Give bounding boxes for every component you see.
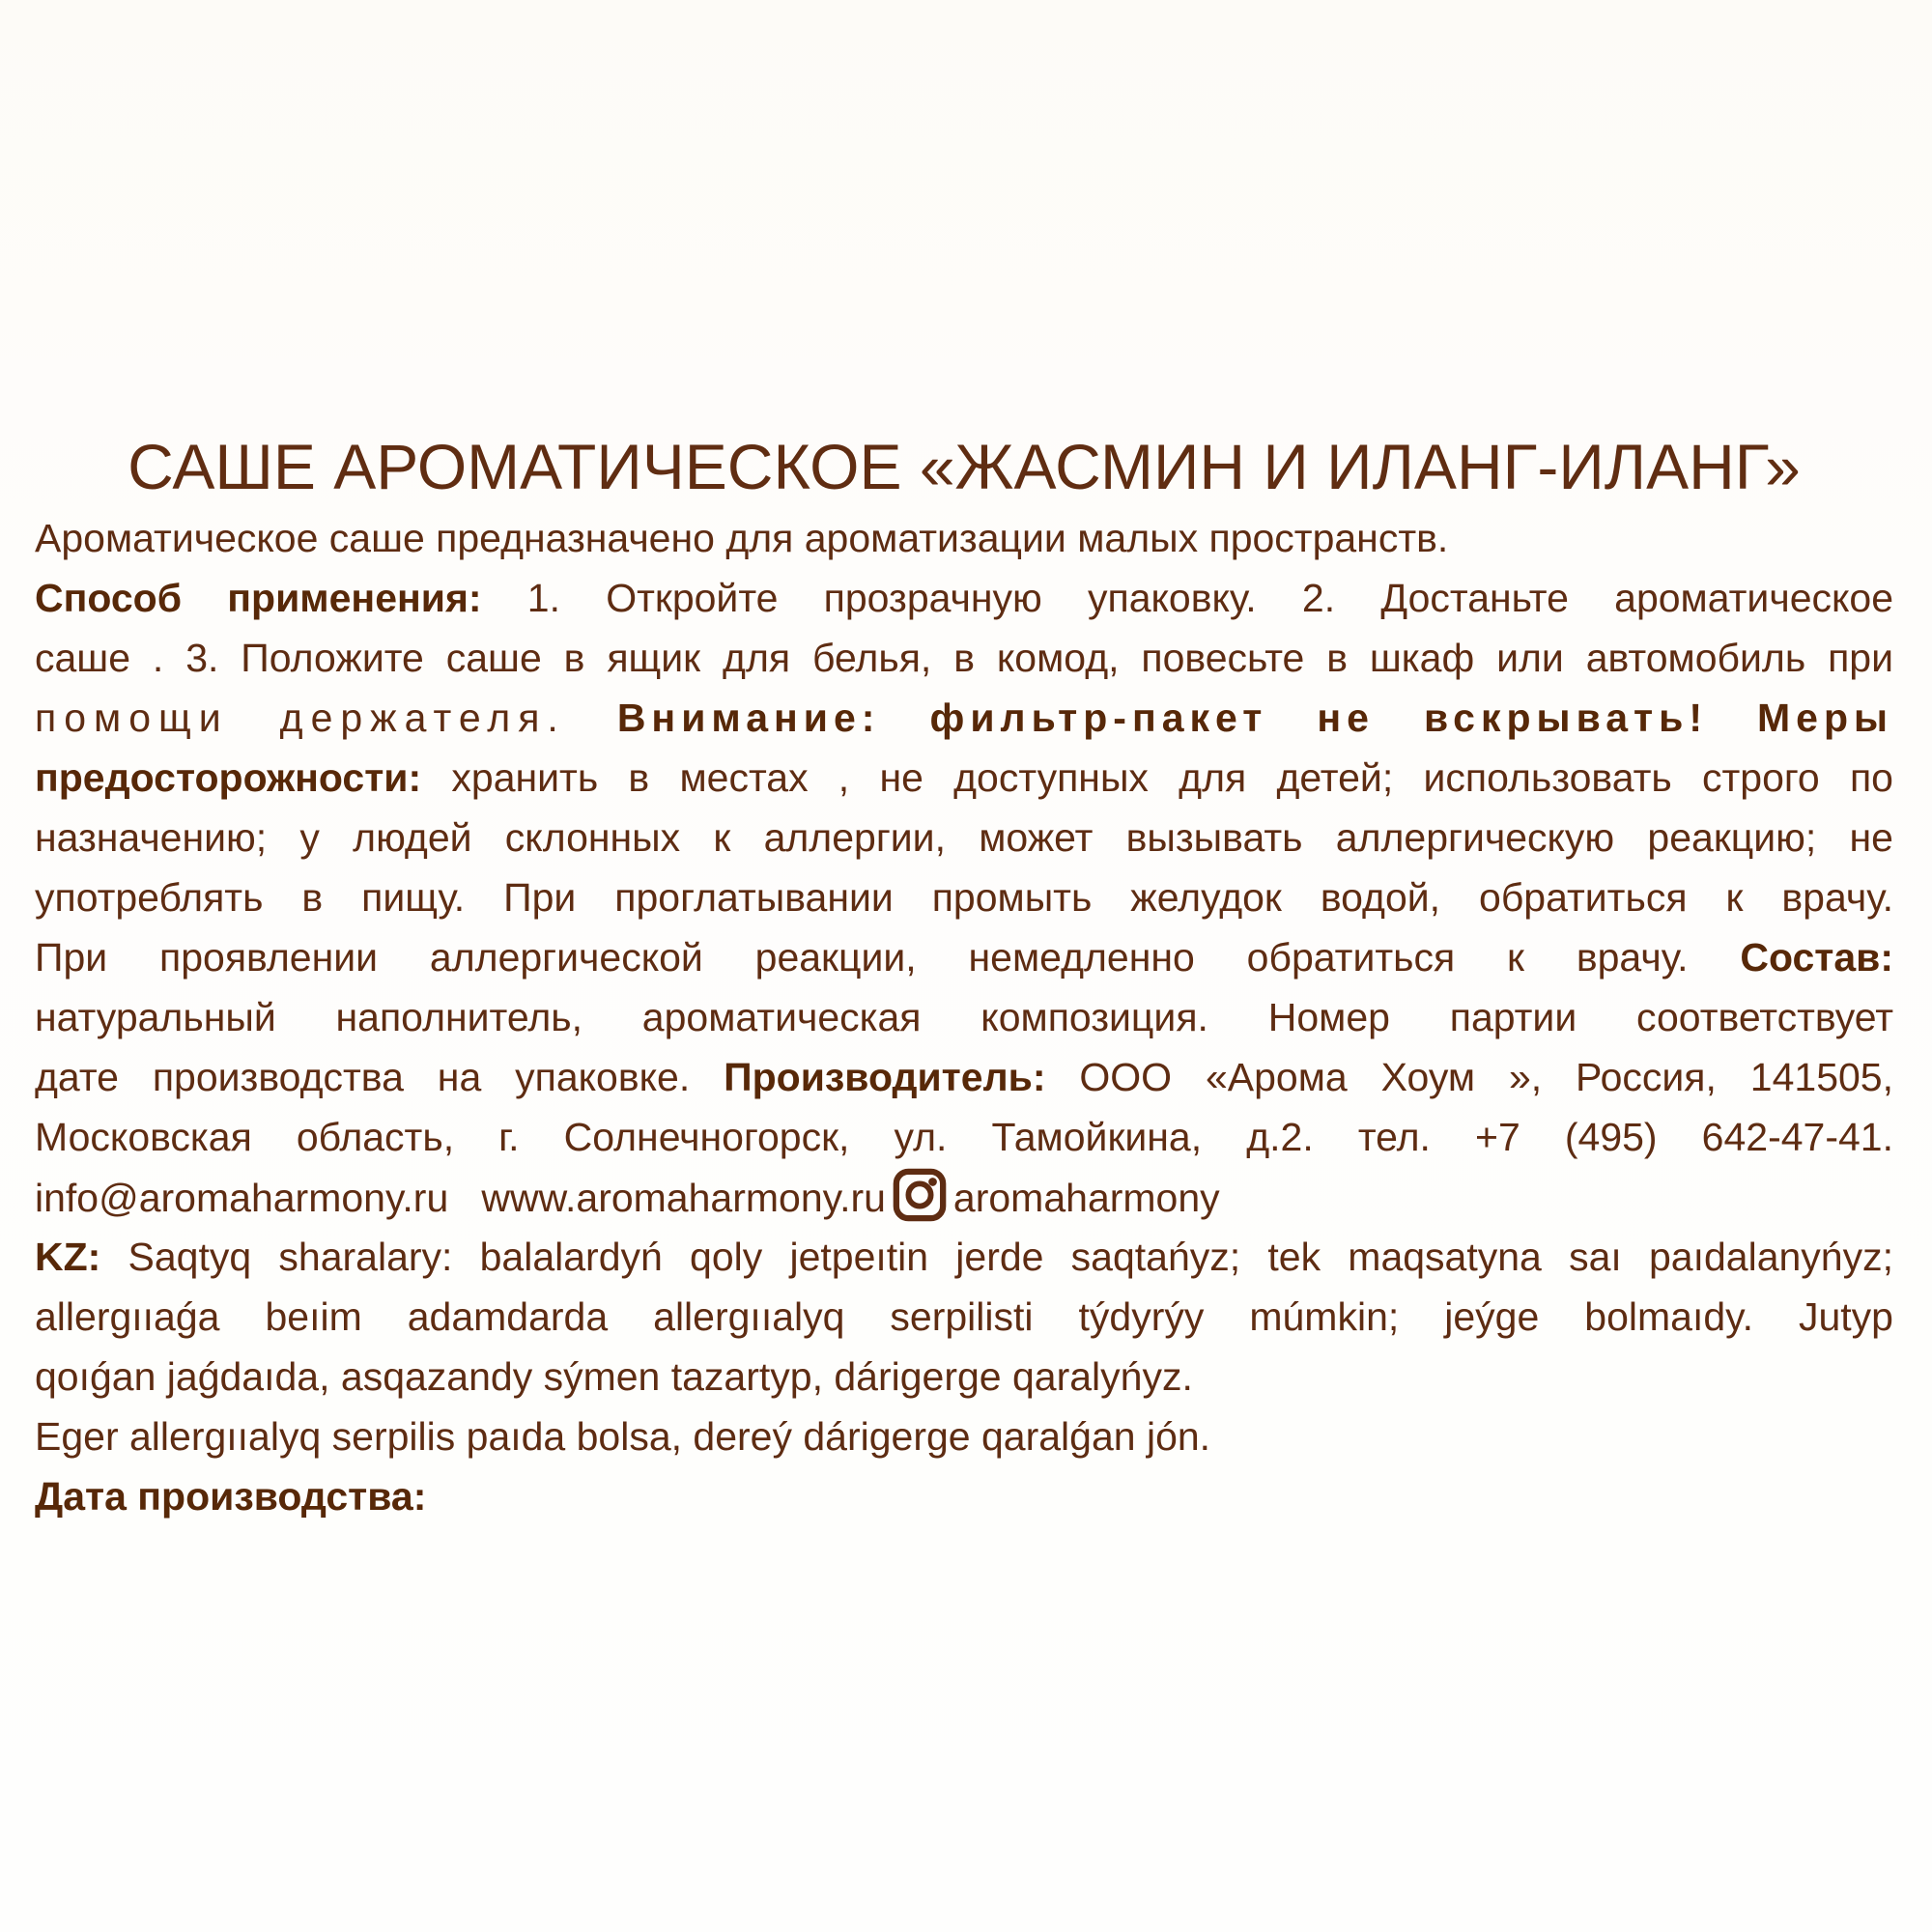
label-text-bold: Дата производства: bbox=[35, 1474, 427, 1519]
label-text: натуральный наполнитель, ароматическая композиция. Номер партии соответствует bbox=[35, 995, 1893, 1039]
label-text: allergııaǵa beıim adamdarda allergııalyq serpilisti týdyrýy múmkin; jeýge bolmaıdy. Jutyp bbox=[35, 1294, 1893, 1339]
label-text-bold: KZ: bbox=[35, 1235, 101, 1279]
label-text-bold: Способ применения: bbox=[35, 576, 482, 620]
label-text: aromaharmony bbox=[952, 1176, 1220, 1220]
product-title: САШЕ АРОМАТИЧЕСКОЕ «ЖАСМИН И ИЛАНГ-ИЛАНГ» bbox=[128, 431, 1801, 502]
label-text-bold: Производитель: bbox=[724, 1055, 1046, 1099]
label-text: Saqtyq sharalary: balalardyń qoly jetpeıtin jerde saqtańyz; tek maqsatyna saı paıdalanyńyz; bbox=[100, 1235, 1893, 1279]
label-text-line bbox=[35, 808, 1893, 867]
label-text-line bbox=[35, 628, 1893, 688]
label-text-line bbox=[35, 1406, 1893, 1466]
label-text: дате производства на упаковке. bbox=[35, 1055, 724, 1099]
label-text: При проявлении аллергической реакции, немедленно обратиться к врачу. bbox=[35, 935, 1741, 980]
label-text-line bbox=[35, 927, 1893, 987]
label-body bbox=[35, 508, 1893, 1526]
label-text-line bbox=[35, 1227, 1893, 1287]
label-text: 1. Откройте прозрачную упаковку. 2. Достаньте ароматическое bbox=[481, 576, 1893, 620]
label-text: назначению; у людей склонных к аллергии, может вызывать аллергическую реакцию; не bbox=[35, 815, 1893, 860]
label-text: употреблять в пищу. При проглатывании промыть желудок водой, обратиться к врачу. bbox=[35, 875, 1893, 920]
label-text: саше . 3. Положите саше в ящик для белья, в комод, повесьте в шкаф или автомобиль при bbox=[35, 636, 1893, 680]
label-text-line bbox=[35, 1047, 1893, 1107]
label-text-line bbox=[35, 1167, 1893, 1227]
label-text-bold: предосторожности: bbox=[35, 755, 422, 800]
label-text: Московская область, г. Солнечногорск, ул. Тамойкина, д.2. тел. +7 (495) 642-47-41. bbox=[35, 1115, 1893, 1159]
label-text-bold: Внимание: фильтр-пакет не вскрывать! Меры bbox=[616, 696, 1894, 740]
label-text-line bbox=[35, 748, 1893, 808]
label-text-line bbox=[35, 568, 1893, 628]
label-text-line bbox=[35, 1466, 1893, 1526]
label-text-line bbox=[35, 508, 1893, 568]
instagram-icon bbox=[892, 1167, 948, 1223]
label-text-line bbox=[35, 1107, 1893, 1167]
label-text: Eger allergııalyq serpilis paıda bolsa, dereý dárigerge qaralǵan jón. bbox=[35, 1414, 1211, 1459]
label-text-line bbox=[35, 688, 1893, 748]
label-text-line bbox=[35, 1347, 1893, 1406]
label-text: qoıǵan jaǵdaıda, asqazandy sýmen tazartyp, dárigerge qaralyńyz. bbox=[35, 1354, 1193, 1399]
label-text-line bbox=[35, 987, 1893, 1047]
label-text-bold: Состав: bbox=[1740, 935, 1893, 980]
label-text-line bbox=[35, 1287, 1893, 1347]
label-text: Ароматическое саше предназначено для ароматизации малых пространств. bbox=[35, 516, 1449, 560]
label-text: ООО «Арома Хоум », Россия, 141505, bbox=[1045, 1055, 1893, 1099]
label-text: помощи держателя. bbox=[35, 696, 617, 740]
label-text-line bbox=[35, 867, 1893, 927]
label-text-block bbox=[35, 431, 1893, 1526]
label-text: info@aromaharmony.ru www.aromaharmony.ru bbox=[35, 1176, 886, 1220]
label-text: хранить в местах , не доступных для детей; использовать строго по bbox=[421, 755, 1893, 800]
